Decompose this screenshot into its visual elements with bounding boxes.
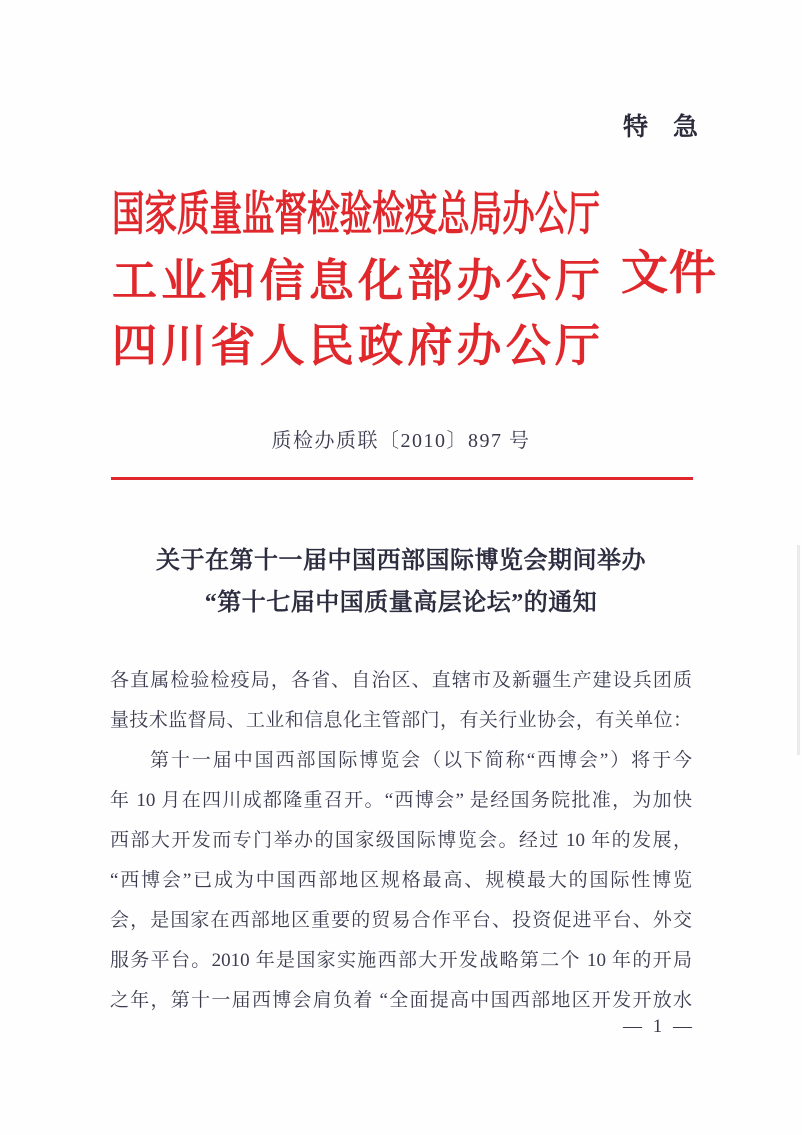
letterhead-org-line-1-text: 国家质量监督检验检疫总局办公厅 — [112, 189, 600, 241]
body-text — [110, 661, 692, 1021]
salutation-line: 量技术监督局、工业和信息化主管部门，有关行业协会，有关单位： — [110, 710, 692, 731]
paragraph-line: “西博会”已成为中国西部地区规格最高、规模最大的国际性博览 — [110, 870, 692, 891]
salutation-line: 各直属检验检疫局，各省、自治区、直辖市及新疆生产建设兵团质 — [110, 670, 692, 691]
paragraph-line: 年 10 月在四川成都隆重召开。“西博会” 是经国务院批准，为加快 — [110, 790, 692, 811]
letterhead-org-line-3: 四川省人民政府办公厅 — [112, 321, 600, 371]
notice-title-line-1: 关于在第十一届中国西部国际博览会期间举办 — [156, 548, 646, 574]
scan-artifact — [797, 545, 800, 755]
letterhead-doc-type-label: 文件 — [621, 248, 717, 300]
red-divider-line — [111, 477, 693, 480]
notice-title-line-2: “第十七届中国质量高层论坛”的通知 — [204, 590, 598, 616]
paragraph-line: 之年，第十一届西博会肩负着 “全面提高中国西部地区开发开放水 — [110, 990, 692, 1011]
letterhead-org-line-1 — [112, 191, 600, 243]
document-number: 质检办质联〔2010〕897 号 — [271, 430, 531, 452]
letterhead-org-line-2: 工业和信息化部办公厅 — [112, 256, 600, 306]
page-number: — 1 — — [623, 1016, 695, 1037]
paragraph-line: 第十一届中国西部国际博览会（以下简称“西博会”）将于今 — [150, 750, 692, 771]
paragraph-line: 会，是国家在西部地区重要的贸易合作平台、投资促进平台、外交 — [110, 910, 692, 931]
urgency-label: 特 急 — [622, 113, 698, 141]
paragraph-line: 服务平台。2010 年是国家实施西部大开发战略第二个 10 年的开局 — [110, 950, 692, 971]
paragraph-line: 西部大开发而专门举办的国家级国际博览会。经过 10 年的发展， — [110, 830, 692, 851]
